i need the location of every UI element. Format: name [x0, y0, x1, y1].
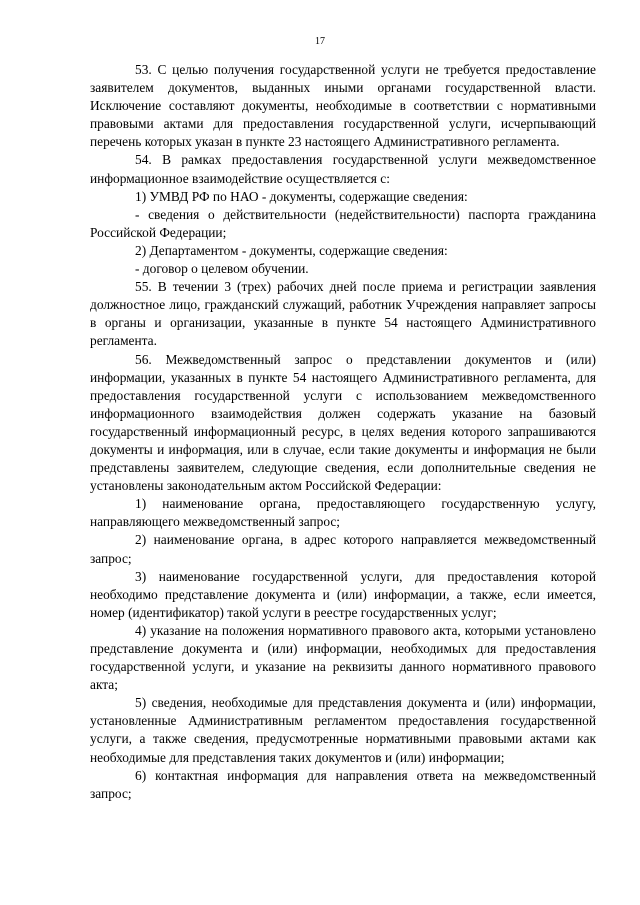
list-item-5: 5) сведения, необходимые для представления документа и (или) информации, установленные Административным регламентом предоставления государственной услуги, а также сведения, предусмотренные нормативными правовыми актами как необходимые для представления таких документов и (или) информации;	[90, 695, 596, 765]
paragraph-54: 54. В рамках предоставления государственной услуги межведомственное информационное взаимодействие осуществляется с:	[90, 152, 596, 186]
list-item-passport: - сведения о действительности (недействительности) паспорта гражданина Российской Федерации;	[90, 206, 596, 240]
paragraph-53: 53. С целью получения государственной услуги не требуется предоставление заявителем документов, выданных иными органами государственной власти. Исключение составляют документы, необходимые в соответствии с нормативными правовыми актами для предоставления государственной услуги, исчерпывающий перечень которых указан в пункте 23 настоящего Административного регламента.	[90, 62, 596, 150]
list-item-contract: - договор о целевом обучении.	[135, 261, 309, 277]
paragraph-56: 56. Межведомственный запрос о представлении документов и (или) информации, указанных в пункте 54 настоящего Административного регламента, для предоставления государственной услуги с использованием межведомственного информационного взаимодействия должен содержать указание на базовый государственный информационный ресурс, в целях ведения которого запрашиваются документы и информация, или в случае, если такие документы и информация не были представлены заявителем, следующие сведения, если дополнительные сведения не установлены законодательным актом Российской Федерации:	[90, 351, 596, 494]
page-number: 17	[315, 36, 325, 47]
list-item-3: 3) наименование государственной услуги, для предоставления которой необходимо представление документа и (или) информации, а также, если имеется, номер (идентификатор) такой услуги в реестре государственных услуг;	[90, 568, 596, 620]
list-item-1: 1) наименование органа, предоставляющего государственную услугу, направляющего межведомственный запрос;	[90, 496, 596, 530]
list-item-4: 4) указание на положения нормативного правового акта, которыми установлено представление документа и (или) информации, необходимых для предоставления государственной услуги, и указание на реквизиты данного нормативного правового акта;	[90, 622, 596, 693]
list-item-umvd: 1) УМВД РФ по НАО - документы, содержащие сведения:	[135, 188, 468, 204]
paragraph-55: 55. В течении 3 (трех) рабочих дней после приема и регистрации заявления должностное лицо, гражданский служащий, работник Учреждения направляет запросы в органы и организации, указанные в пункте 54 настоящего Административного регламента.	[90, 279, 596, 349]
list-item-6: 6) контактная информация для направления ответа на межведомственный запрос;	[90, 767, 596, 801]
list-item-2: 2) наименование органа, в адрес которого направляется межведомственный запрос;	[90, 532, 596, 566]
list-item-department: 2) Департаментом - документы, содержащие сведения:	[135, 242, 448, 258]
document-body	[90, 61, 596, 803]
